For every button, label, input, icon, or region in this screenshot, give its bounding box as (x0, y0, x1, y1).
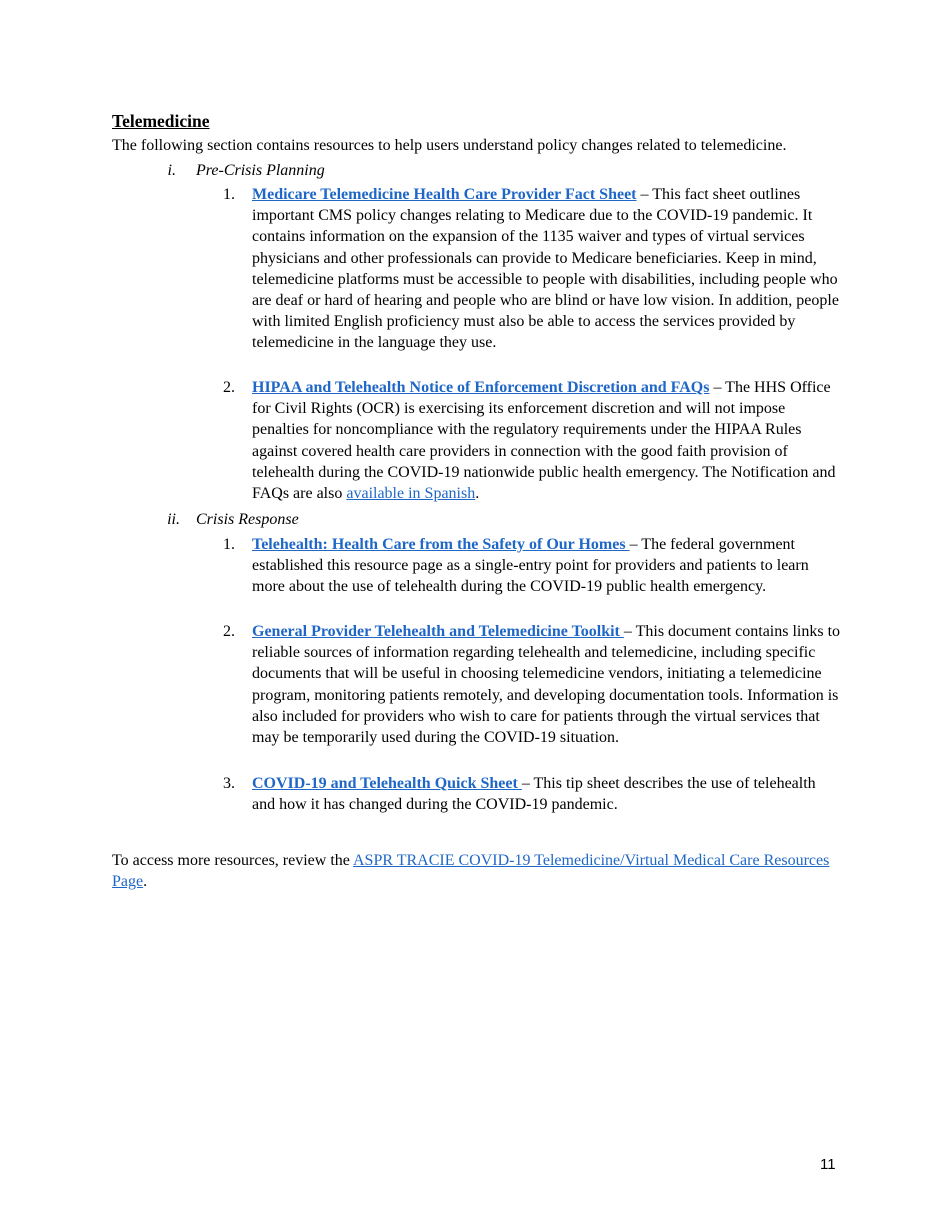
subsection-title: Pre-Crisis Planning (196, 162, 325, 179)
resource-link-provider-toolkit[interactable]: General Provider Telehealth and Telemedicine Toolkit (252, 623, 624, 640)
closing-prefix: To access more resources, review the (112, 852, 353, 869)
list-item (223, 773, 842, 815)
section-title: Telemedicine (112, 111, 210, 131)
list-item-number: 3. (223, 775, 235, 792)
list-item-number: 2. (223, 623, 235, 640)
list-item-description: – This tip sheet describes the use of telehealth and how it has changed during the COVID-19 pandemic. (252, 775, 816, 814)
list-item-number: 1. (223, 186, 235, 203)
subsection-numeral: i. (167, 162, 176, 179)
list-item-description: – The federal government established this resource page as a single-entry point for providers and patients to learn more about the use of telehealth during the COVID-19 public health emergency. (252, 536, 809, 596)
closing-paragraph (112, 850, 832, 892)
list-item (223, 534, 842, 598)
page-number: 11 (820, 1156, 836, 1173)
subsection-title: Crisis Response (196, 511, 299, 528)
spanish-version-link[interactable]: available in Spanish (346, 485, 476, 503)
list-item-description: – The HHS Office for Civil Rights (OCR) is exercising its enforcement discretion and will not impose penalties for noncompliance with the regulatory requirements under the HIPAA Rules against covered health care providers in connection with the good faith provision of telehealth during the COVID-19 nationwide public health emergency. The Notification and FAQs are also (252, 379, 836, 503)
subsection-numeral: ii. (167, 511, 180, 528)
list-item (223, 184, 842, 354)
list-item-number: 2. (223, 379, 235, 396)
list-item-tail: . (475, 485, 480, 503)
resource-link-quick-sheet[interactable]: COVID-19 and Telehealth Quick Sheet (252, 775, 522, 792)
resource-link-medicare-fact-sheet[interactable]: Medicare Telemedicine Health Care Provider Fact Sheet (252, 186, 637, 203)
list-item (223, 377, 842, 504)
resource-link-hipaa-notice[interactable]: HIPAA and Telehealth Notice of Enforcement Discretion and FAQs (252, 379, 710, 396)
closing-suffix: . (143, 873, 148, 891)
list-item-description: – This fact sheet outlines important CMS policy changes relating to Medicare due to the COVID-19 pandemic. It contains information on the expansion of the 1135 waiver and types of virtual services physicians and other professionals can provide to Medicare beneficiaries. Keep in mind, telemedicine platforms must be accessible to people with disabilities, including people who are deaf or hard of hearing and people who are blind or have low vision. In addition, people with limited English proficiency must also be able to access the services provided by telemedicine in the language they use. (252, 186, 839, 352)
aspr-tracie-resources-link[interactable]: ASPR TRACIE COVID-19 Telemedicine/Virtual Medical Care Resources Page (112, 852, 830, 891)
list-item-description: – This document contains links to reliable sources of information regarding telehealth and telemedicine, including specific documents that will be useful in choosing telemedicine vendors, initiating a telemedicine program, monitoring patients remotely, and developing documentation tools. Information is also included for providers who wish to care for patients through the virtual services that may be temporarily used during the COVID-19 situation. (252, 623, 841, 747)
resource-link-telehealth-safety[interactable]: Telehealth: Health Care from the Safety of Our Homes (252, 536, 630, 553)
intro-paragraph: The following section contains resources to help users understand policy changes related to telemedicine. (112, 137, 787, 154)
list-item (223, 621, 842, 748)
list-item-number: 1. (223, 536, 235, 553)
